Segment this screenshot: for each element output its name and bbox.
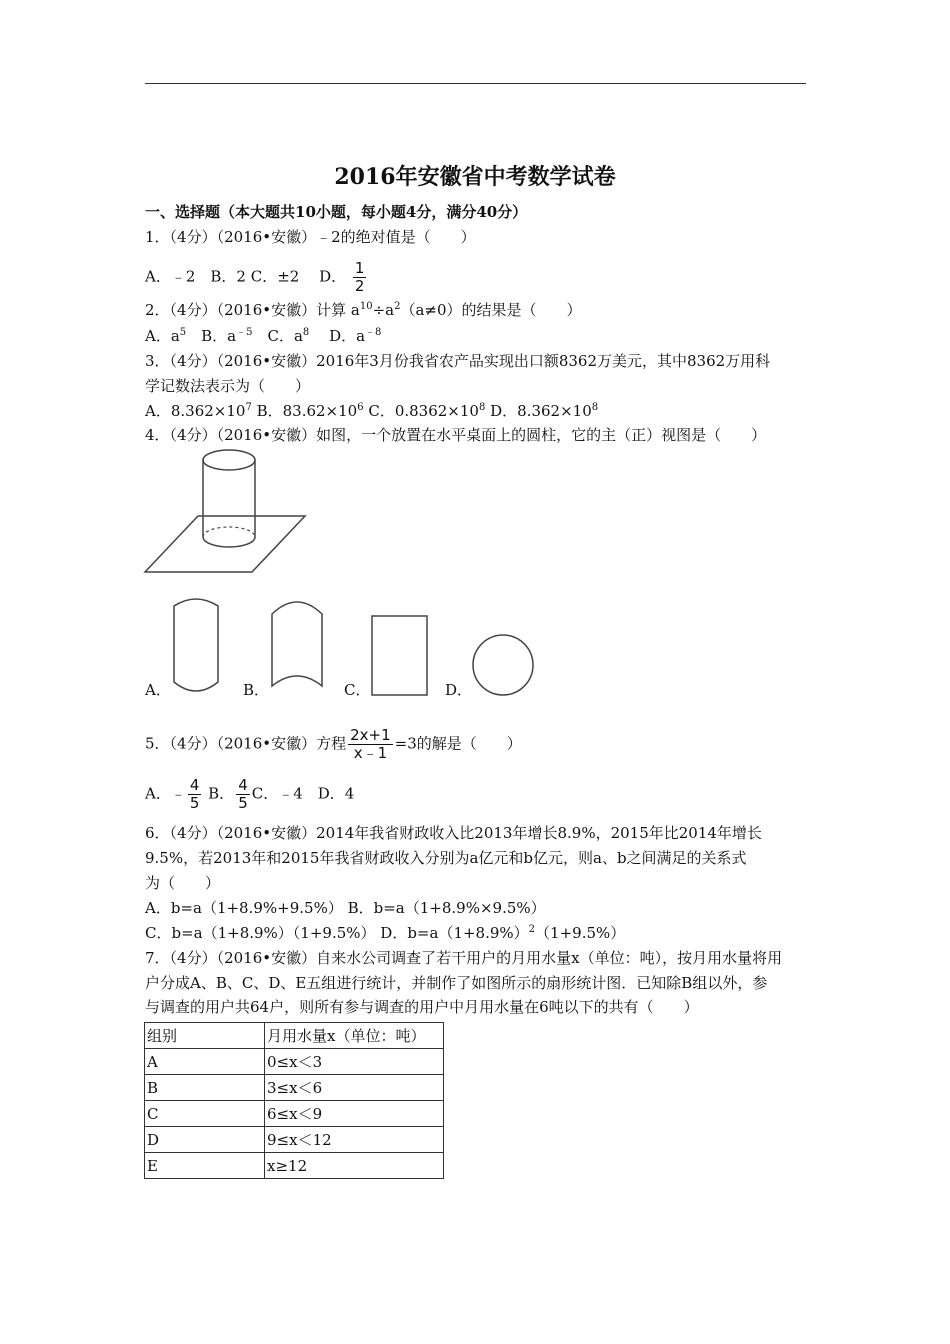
q4-option-c-shape bbox=[372, 616, 427, 695]
table-cell-usage: 9≤x＜12 bbox=[265, 1127, 444, 1153]
section-heading: 一、选择题（本大题共10小题，每小题4分，满分40分） bbox=[145, 203, 528, 221]
q6-line3: 为（ ） bbox=[145, 874, 221, 892]
q6-line1: 6．（4分）（2016•安徽）2014年我省财政收入比2013年增长8.9%，2015年比2014年增长 bbox=[145, 824, 762, 842]
q4-option-d-shape bbox=[473, 635, 533, 695]
table-row bbox=[145, 1153, 444, 1179]
q1-options-text: A．﹣2 B．2 C．±2 D． bbox=[145, 267, 347, 286]
q6-line2: 9.5%，若2013年和2015年我省财政收入分别为a亿元和b亿元，则a、b之间满足的关系式 bbox=[145, 849, 747, 867]
table-cell-group: C bbox=[145, 1101, 265, 1127]
q3-line1: 3．（4分）（2016•安徽）2016年3月份我省农产品实现出口额8362万美元，其中8362万用科 bbox=[145, 352, 771, 370]
q7-water-usage-table bbox=[144, 1022, 444, 1179]
q3-opt-d-sup: 8 bbox=[591, 402, 599, 413]
q2-opt-b-sup: ﹣5 bbox=[236, 327, 253, 338]
q5-opt-a-den: 5 bbox=[189, 794, 200, 812]
page-title: 2016年安徽省中考数学试卷 bbox=[334, 164, 616, 190]
q3-opt-b: B．83.62×10 bbox=[251, 402, 358, 420]
q2-stem-a: 2．（4分）（2016•安徽）计算 a bbox=[145, 301, 360, 319]
cylinder-top bbox=[203, 450, 255, 470]
q6-line5b: （1+9.5%） bbox=[535, 924, 626, 942]
q5-opt-a-num: 4 bbox=[189, 776, 200, 794]
table-row bbox=[145, 1075, 444, 1101]
q5-stem bbox=[145, 727, 522, 762]
table-row bbox=[145, 1127, 444, 1153]
q3-opt-a-sup: 7 bbox=[245, 402, 252, 413]
q5-options bbox=[145, 777, 354, 812]
q5-frac-num: 2x+1 bbox=[350, 726, 391, 744]
cylinder-bottom-front bbox=[203, 537, 255, 547]
q2-sup1: 10 bbox=[359, 301, 373, 312]
table-cell-group: D bbox=[145, 1127, 265, 1153]
q1-frac-num: 1 bbox=[354, 259, 365, 277]
q3-opt-c: C．0.8362×10 bbox=[363, 402, 479, 420]
q5-frac-den: x﹣1 bbox=[353, 744, 388, 762]
table-cell-usage: 3≤x＜6 bbox=[265, 1075, 444, 1101]
q5-opt-b: B． bbox=[203, 784, 235, 803]
q3-opt-b-sup: 6 bbox=[357, 402, 364, 413]
q1-frac-den: 2 bbox=[354, 277, 365, 295]
q6-line5a: C．b=a（1+8.9%）（1+9.5%） D．b=a（1+8.9%） bbox=[145, 924, 529, 942]
q2-opt-c: C．a bbox=[252, 327, 303, 345]
q3-line2: 学记数法表示为（ ） bbox=[145, 377, 311, 395]
q6-line4: A．b=a（1+8.9%+9.5%） B．b=a（1+8.9%×9.5%） bbox=[145, 899, 546, 917]
q2-opt-a-sup: 5 bbox=[179, 327, 187, 338]
q4-label-d: D． bbox=[445, 681, 473, 699]
q7-line3: 与调查的用户共64户，则所有参与调查的用户中月用水量在6吨以下的共有（ ） bbox=[145, 998, 699, 1016]
q2-opt-c-sup: 8 bbox=[302, 327, 310, 338]
q5-opt-b-num: 4 bbox=[238, 776, 248, 794]
cylinder-bottom-back bbox=[203, 527, 255, 537]
table-row bbox=[145, 1049, 444, 1075]
table-cell-usage: 0≤x＜3 bbox=[265, 1049, 444, 1075]
q4-option-b-shape bbox=[272, 602, 322, 686]
q4-stem: 4．（4分）（2016•安徽）如图，一个放置在水平桌面上的圆柱，它的主（正）视图是（ ） bbox=[145, 426, 767, 444]
q4-option-a-shape bbox=[174, 599, 218, 691]
q5-opt-rest: C．﹣4 D．4 bbox=[251, 784, 355, 803]
q7-line2: 户分成A、B、C、D、E五组进行统计，并制作了如图所示的扇形统计图．已知除B组以外，参 bbox=[145, 974, 768, 992]
table-header-group: 组别 bbox=[145, 1023, 265, 1049]
q5-stem-a: 5．（4分）（2016•安徽）方程 bbox=[145, 734, 347, 753]
q2-sup2: 2 bbox=[394, 301, 401, 312]
table-cell-group: E bbox=[145, 1153, 265, 1179]
q2-stem-b: ÷a bbox=[372, 301, 395, 319]
q6-line5-sup: 2 bbox=[528, 924, 536, 935]
q5-equation-fraction bbox=[348, 727, 393, 762]
table-cell-group: B bbox=[145, 1075, 265, 1101]
q5-opt-b-fraction bbox=[236, 777, 250, 812]
q2-opt-d: D．a bbox=[309, 327, 366, 345]
q2-opt-d-sup: ﹣8 bbox=[365, 327, 382, 338]
table-surface bbox=[145, 516, 305, 572]
q3-opt-c-sup: 8 bbox=[478, 402, 486, 413]
q5-opt-a-fraction bbox=[188, 777, 202, 812]
q4-label-c: C． bbox=[344, 681, 371, 699]
q2-opt-b: B．a bbox=[186, 327, 237, 345]
q4-label-b: B． bbox=[243, 681, 270, 699]
q1-stem: 1．（4分）（2016•安徽）﹣2的绝对值是（ ） bbox=[145, 228, 476, 246]
q5-opt-b-den: 5 bbox=[238, 794, 248, 812]
table-row bbox=[145, 1101, 444, 1127]
q4-label-a: A． bbox=[145, 681, 171, 699]
q6-line5 bbox=[145, 923, 625, 943]
q2-opt-a: A．a bbox=[145, 327, 180, 345]
table-header-usage: 月用水量x（单位：吨） bbox=[265, 1023, 444, 1049]
table-cell-group: A bbox=[145, 1049, 265, 1075]
q5-opt-a: A．﹣ bbox=[145, 784, 186, 803]
q3-opt-d: D．8.362×10 bbox=[485, 402, 592, 420]
q5-stem-b: =3的解是（ ） bbox=[394, 734, 522, 753]
table-cell-usage: x≥12 bbox=[265, 1153, 444, 1179]
table-cell-usage: 6≤x＜9 bbox=[265, 1101, 444, 1127]
table-header-row bbox=[145, 1023, 444, 1049]
q7-line1: 7．（4分）（2016•安徽）自来水公司调查了若干用户的月用水量x（单位：吨），按月用水量将用 bbox=[145, 949, 783, 967]
q3-opt-a: A．8.362×10 bbox=[145, 402, 246, 420]
q2-stem-c: （a≠0）的结果是（ ） bbox=[400, 301, 582, 319]
